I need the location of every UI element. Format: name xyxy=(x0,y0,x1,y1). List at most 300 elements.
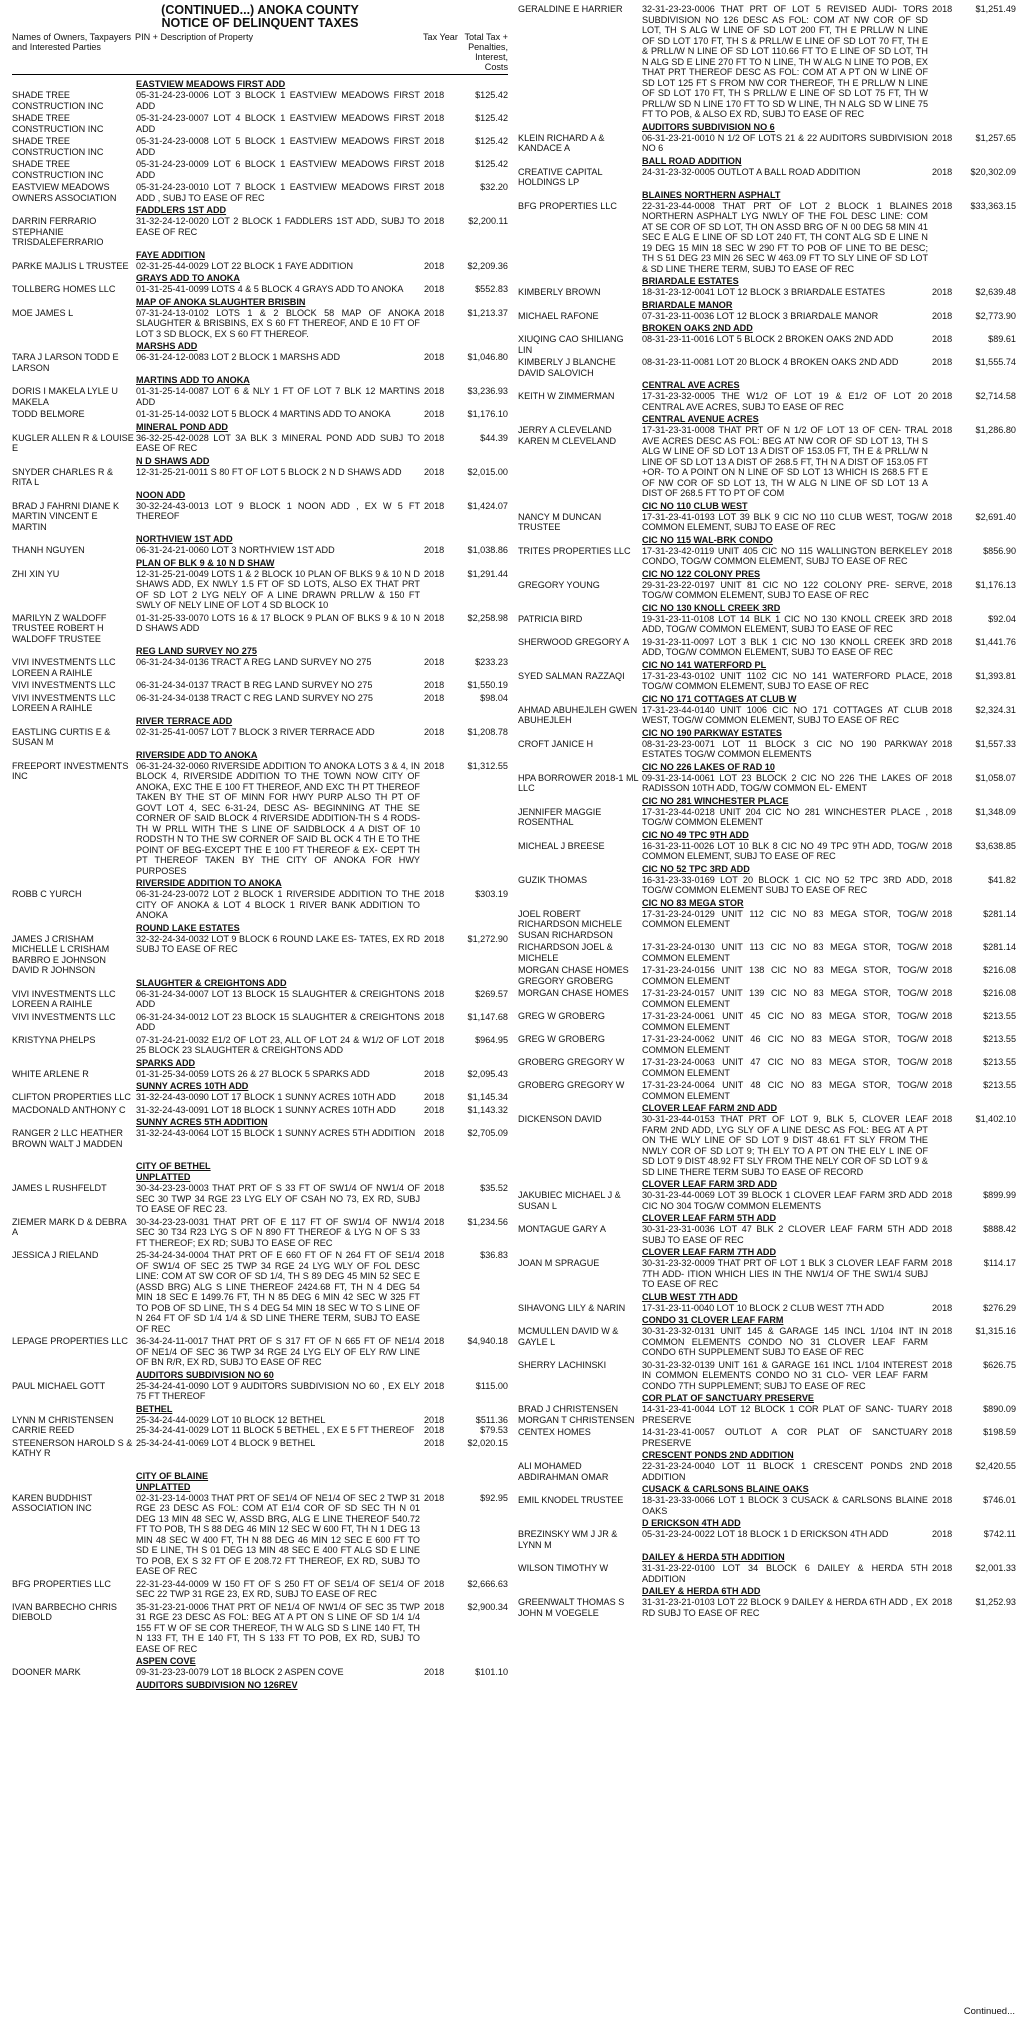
property-description: 25-34-24-44-0029 LOT 10 BLOCK 12 BETHEL 25-34-24-41-0029 LOT 11 BLOCK 5 BETHEL , EX E 5 FT THEREOF xyxy=(136,1414,415,1435)
total-due: $1,286.80 xyxy=(975,425,1016,435)
owner-name: JAMES L RUSHFELDT xyxy=(12,1183,107,1193)
subdivision-heading: AUDITORS SUBDIVISION NO 60 xyxy=(136,1369,274,1380)
owner-name: IVAN BARBECHO CHRIS DIEBOLD xyxy=(12,1601,117,1622)
parcel-entry xyxy=(12,1069,508,1080)
total-due: $2,420.55 xyxy=(975,1461,1016,1471)
owner-name: KAREN BUDDHIST ASSOCIATION INC xyxy=(12,1492,93,1513)
parcel-entry xyxy=(518,1057,1016,1078)
subdivision-heading: SUNNY ACRES 5TH ADDITION xyxy=(136,1117,268,1127)
property-description: 17-31-23-31-0008 THAT PRT OF N 1/2 OF LOT 13 OF CEN- TRAL AVE ACRES DESC AS FOL: BEG AT NW COR OF SD LOT 13, TH S ALG W LINE OF SD LOT 13 A DIST OF 153.05 FT, TH E & PRLL/W N LINE OF SD LOT 13 A DIST OF 268.5 FT, TH N A DIST OF 153.05 FT +OR- TO A POINT ON N LINE OF SD LOT 13 WHICH IS 268.5 FT E OF NW COR OF SD LOT 13, TH W ALG N LINE OF SD LOT 13 A DIST OF 268.5 FT TO PT OF COM xyxy=(642,425,928,498)
subdivision-heading: PLAN OF BLK 9 & 10 N D SHAW xyxy=(136,557,275,568)
parcel-entry xyxy=(518,580,1016,601)
owner-name: WILSON TIMOTHY W xyxy=(518,1563,609,1573)
total-due: $2,773.90 xyxy=(975,310,1016,321)
parcel-entry xyxy=(518,614,1016,635)
tax-year: 2018 xyxy=(932,1359,953,1370)
total-due: $281.14 xyxy=(983,908,1016,919)
total-due: $125.42 xyxy=(475,113,508,123)
total-due: $213.55 xyxy=(983,1080,1016,1090)
parcel-entry xyxy=(518,1303,1016,1314)
subdivision-heading: UNPLATTED xyxy=(136,1481,191,1492)
total-due: $98.04 xyxy=(480,692,508,703)
tax-year: 2018 xyxy=(424,726,445,737)
tax-year: 2018 xyxy=(424,500,445,511)
owner-name: ALI MOHAMED ABDIRAHMAN OMAR xyxy=(518,1461,609,1482)
parcel-entry xyxy=(518,1258,1016,1290)
tax-year: 2018 xyxy=(932,1190,953,1200)
tax-year: 2018 xyxy=(932,391,953,401)
total-due: $213.55 xyxy=(983,1034,1016,1044)
total-due: $1,550.19 xyxy=(467,680,508,690)
tax-year: 2018 xyxy=(424,1336,445,1346)
parcel-entry xyxy=(518,671,1016,692)
subdivision-heading: NORTHVIEW 1ST ADD xyxy=(136,534,233,544)
owner-name: VIVI INVESTMENTS LLC xyxy=(12,680,116,690)
total-due: $2,691.40 xyxy=(975,511,1016,522)
title-line-1: (CONTINUED...) ANOKA COUNTY xyxy=(161,3,359,17)
subdivision-heading: AUDITORS SUBDIVISION NO 6 xyxy=(642,121,775,132)
tax-year: 2018 xyxy=(932,636,953,647)
owner-name: BFG PROPERTIES LLC xyxy=(518,200,617,211)
total-due: $35.52 xyxy=(480,1183,508,1193)
owner-name: FREEPORT INVESTMENTS INC xyxy=(12,760,129,781)
subdivision-heading: ROUND LAKE ESTATES xyxy=(136,922,240,933)
total-due: $899.99 xyxy=(983,1190,1016,1200)
tax-year: 2018 xyxy=(424,889,445,899)
total-due: $856.90 xyxy=(983,545,1016,556)
subdivision-heading: CIC NO 130 KNOLL CREEK 3RD xyxy=(642,602,781,613)
subdivision-heading: FADDLERS 1ST ADD xyxy=(136,205,227,215)
property-description: 17-31-23-32-0005 THE W1/2 OF LOT 19 & E1/2 OF LOT 20 CENTRAL AVE ACRES, SUBJ TO EASE OF REC xyxy=(642,391,928,412)
owner-name: SHERWOOD GREGORY A xyxy=(518,636,630,647)
subdivision-heading: CIC NO 115 WAL-BRK CONDO xyxy=(642,534,773,545)
owner-name: SNYDER CHARLES R & RITA L xyxy=(12,466,114,487)
tax-year: 2018 xyxy=(932,1563,953,1573)
parcel-entry xyxy=(12,1012,508,1033)
parcel-entry xyxy=(518,391,1016,412)
property-description: 31-32-24-43-0090 LOT 17 BLOCK 1 SUNNY ACRES 10TH ADD xyxy=(136,1092,396,1102)
property-description: 22-31-23-44-0008 THAT PRT OF LOT 2 BLOCK 1 BLAINES NORTHERN ASPHALT LYG NWLY OF THE FOL DESC LINE: COM AT SE COR OF SD LOT, TH ON ASSD BRG OF N 00 DEG 58 MIN 41 SEC E ALG E LINE OF SD LOT 240 FT, TH CONT ALG SD E LINE N 19 DEG 15 MIN 18 SEC W 290 FT TO POB OF LINE TO BE DESC; TH S 51 DEG 23 MIN 26 SEC W 463.09 FT TO SLY LINE OF SD LOT & SD LINE THERE TERM, SUBJ TO EASE OF REC xyxy=(642,200,928,274)
total-due: $92.04 xyxy=(988,613,1016,624)
property-description: 02-31-25-44-0029 LOT 22 BLOCK 1 FAYE ADDITION xyxy=(136,260,354,271)
property-description: 06-31-24-34-0137 TRACT B REG LAND SURVEY NO 275 xyxy=(136,680,373,690)
owner-name: SYED SALMAN RAZZAQI xyxy=(518,670,625,681)
total-due: $216.08 xyxy=(983,988,1016,998)
total-due: $742.11 xyxy=(983,1529,1016,1539)
property-description: 30-34-23-23-0003 THAT PRT OF S 33 FT OF SW1/4 OF NW1/4 OF SEC 30 TWP 34 RGE 23 LYG ELY OF CSAH NO 73, EX RD, SUBJ TO EASE OF REC 23. xyxy=(136,1183,420,1214)
property-description: 12-31-25-21-0011 S 80 FT OF LOT 5 BLOCK 2 N D SHAWS ADD xyxy=(136,466,402,477)
parcel-entry xyxy=(518,705,1016,726)
owner-name: DICKENSON DAVID xyxy=(518,1114,602,1124)
property-description: 32-31-23-23-0006 THAT PRT OF LOT 5 REVISED AUDI- TORS SUBDIVISION NO 126 DESC AS FOL: COM AT NW COR OF SD LOT, TH S ALG W LINE OF SD LOT 200 FT, TH E PRLL/W N LINE OF SD LOT 170 FT, TH S & PRLL/W E LINE OF SD LOT 70 FT, TH E & PRLL/W N LINE OF SD LOT 110.66 FT TO E LINE OF SD LOT, TH N ALG SD E LINE 270 FT TO N LINE, TH W ALG N LINE TO POB, EX THAT PRT THEREOF DESC AS FOL: COM AT A PT ON W LINE OF SD LOT 125 FT S FROM NW COR THEREOF, TH E PRLL/W N LINE OF SD LOT 170 FT, TH S PRLL/W E LINE OF SD LOT 75 FT, TH W PRLL/W SD N LINE 170 FT TO SD W LINE, TH N ALG SD W LINE 75 FT TO POB, & ALSO EX RD, SUBJ TO EASE OF REC xyxy=(642,4,928,119)
subdivision-heading: RIVERSIDE ADDITION TO ANOKA xyxy=(136,878,282,888)
title-line-2: NOTICE OF DELINQUENT TAXES xyxy=(161,16,359,30)
owner-name: JOAN M SPRAGUE xyxy=(518,1258,600,1268)
parcel-entry xyxy=(518,965,1016,986)
tax-year: 2018 xyxy=(424,136,445,146)
total-due: $2,020.15 xyxy=(467,1437,508,1448)
tax-year: 2018 xyxy=(932,670,953,681)
total-due: $1,315.16 xyxy=(975,1326,1016,1336)
property-description: 06-31-24-34-0138 TRACT C REG LAND SURVEY NO 275 xyxy=(136,692,373,703)
owner-name: BRAD J FAHRNI DIANE K MARTIN VINCENT E MARTIN xyxy=(12,500,120,532)
tax-year: 2018 xyxy=(932,310,953,321)
parcel-entry xyxy=(518,1326,1016,1358)
tax-year: 2018 xyxy=(932,287,953,297)
subdivision-heading: RIVER TERRACE ADD xyxy=(136,715,233,726)
tax-year: 2018 xyxy=(424,1034,445,1045)
owner-name: STEENERSON HAROLD S & KATHY R xyxy=(12,1437,133,1458)
total-due: $3,236.93 xyxy=(467,386,508,396)
tax-year: 2018 xyxy=(932,874,953,885)
parcel-entry xyxy=(518,909,1016,941)
total-due: $125.42 xyxy=(475,159,508,169)
owner-name: KUGLER ALLEN R & LOUISE E xyxy=(12,432,134,453)
total-due: $276.29 xyxy=(983,1302,1016,1313)
property-description: 17-31-23-24-0156 UNIT 138 CIC NO 83 MEGA STOR, TOG/W COMMON ELEMENT xyxy=(642,965,928,986)
property-description: 08-31-23-11-0016 LOT 5 BLOCK 2 BROKEN OAKS 2ND ADD xyxy=(642,334,894,344)
property-description: 07-31-24-13-0102 LOTS 1 & 2 BLOCK 58 MAP OF ANOKA SLAUGHTER & BRISBINS, EX S 60 FT THEREOF, AND E 10 FT OF LOT 3 SD BLOCK, EX S 60 FT THEREOF. xyxy=(136,307,420,339)
property-description: 06-31-24-34-0007 LOT 13 BLOCK 15 SLAUGHTER & CREIGHTONS ADD xyxy=(136,988,420,1009)
total-due: $3,638.85 xyxy=(975,840,1016,851)
owner-name: MARILYN Z WALDOFF TRUSTEE ROBERT H WALDOFF TRUSTEE xyxy=(12,612,107,644)
tax-year: 2018 xyxy=(424,657,445,667)
tax-year: 2018 xyxy=(932,772,953,783)
total-due: $2,639.48 xyxy=(975,287,1016,297)
property-description: 17-31-23-44-0140 UNIT 1006 CIC NO 171 COTTAGES AT CLUB WEST, TOG/W COMMON ELEMENT, SUBJ TO EASE OF REC xyxy=(642,704,928,725)
tax-year: 2018 xyxy=(424,284,445,294)
subdivision-heading: FAYE ADDITION xyxy=(136,249,206,260)
total-due: $1,348.09 xyxy=(975,806,1016,817)
tax-year: 2018 xyxy=(424,1437,445,1448)
subdivision-heading: SLAUGHTER & CREIGHTONS ADD xyxy=(136,977,287,988)
total-due: $89.61 xyxy=(988,334,1016,344)
total-due: $1,312.55 xyxy=(467,760,508,771)
parcel-entry xyxy=(12,1217,508,1249)
owner-name: GROBERG GREGORY W xyxy=(518,1080,625,1090)
property-description: 36-34-24-11-0017 THAT PRT OF S 317 FT OF N 665 FT OF NE1/4 OF NE1/4 OF SEC 36 TWP 34 RGE 24 LYG ELY OF ELY R/W LINE OF BN R/R, EX RD, SUBJ TO EASE OF REC xyxy=(136,1336,420,1367)
owner-name: KIMBERLY BROWN xyxy=(518,287,601,297)
parcel-entry xyxy=(518,875,1016,896)
property-description: 25-34-24-41-0069 LOT 4 BLOCK 9 BETHEL xyxy=(136,1437,316,1448)
subdivision-heading: CIC NO 110 CLUB WEST xyxy=(642,500,748,511)
owner-name: JERRY A CLEVELAND KAREN M CLEVELAND xyxy=(518,425,617,446)
subdivision-heading: CENTRAL AVENUE ACRES xyxy=(642,414,759,424)
parcel-entry xyxy=(518,311,1016,322)
parcel-entry xyxy=(12,182,508,203)
owner-name: SHADE TREE CONSTRUCTION INC xyxy=(12,159,104,180)
property-description: 05-31-24-23-0006 LOT 3 BLOCK 1 EASTVIEW MEADOWS FIRST ADD xyxy=(136,90,420,111)
property-description: 08-31-23-23-0071 LOT 11 BLOCK 3 CIC NO 190 PARKWAY ESTATES TOG/W COMMON ELEMENTS xyxy=(642,738,928,759)
parcel-entry xyxy=(518,1114,1016,1177)
property-description: 30-31-23-32-0009 THAT PRT OF LOT 1 BLK 3 CLOVER LEAF FARM 7TH ADD- ITION WHICH LIES IN THE NW1/4 OF THE SW1/4 SUBJ TO EASE OF REC xyxy=(642,1258,928,1289)
parcel-entry xyxy=(12,989,508,1010)
parcel-entry xyxy=(518,1034,1016,1055)
tax-year: 2018 xyxy=(932,1326,953,1336)
subdivision-heading: NOON ADD xyxy=(136,489,186,500)
section-gap xyxy=(12,1461,508,1471)
parcel-entry xyxy=(12,1035,508,1056)
owner-name: ZHI XIN YU xyxy=(12,568,60,579)
parcel-entry xyxy=(518,1495,1016,1516)
total-due: $511.36 $79.53 xyxy=(475,1414,508,1435)
owner-name: GREENWALT THOMAS S JOHN M VOEGELE xyxy=(518,1597,625,1618)
owner-name: JENNIFER MAGGIE ROSENTHAL xyxy=(518,806,602,827)
owner-name: KIMBERLY J BLANCHE DAVID SALOVICH xyxy=(518,357,616,378)
parcel-entry xyxy=(518,425,1016,499)
total-due: $269.57 xyxy=(475,988,508,999)
owner-name: TARA J LARSON TODD E LARSON xyxy=(12,352,119,373)
property-description: 30-31-23-44-0069 LOT 39 BLOCK 1 CLOVER LEAF FARM 3RD ADD CIC NO 304 TOG/W COMMON ELEMENTS xyxy=(642,1190,928,1211)
total-due: $281.14 xyxy=(983,942,1016,952)
owner-name: DARRIN FERRARIO STEPHANIE TRISDALEFERRARIO xyxy=(12,216,104,247)
owner-name: GREGORY YOUNG xyxy=(518,579,600,590)
total-due: $2,095.43 xyxy=(467,1068,508,1079)
tax-year: 2018 xyxy=(932,1224,953,1234)
parcel-entry xyxy=(12,1415,508,1436)
property-description: 19-31-23-11-0108 LOT 14 BLK 1 CIC NO 130 KNOLL CREEK 3RD ADD, TOG/W COMMON ELEMENT, SUBJ TO EASE OF REC xyxy=(642,613,928,634)
total-due: $198.59 xyxy=(983,1427,1016,1437)
parcel-entry xyxy=(12,1250,508,1334)
total-due: $213.55 xyxy=(983,1011,1016,1021)
tax-year: 2018 xyxy=(932,1258,953,1268)
parcel-entry xyxy=(518,841,1016,862)
subdivision-heading: CLOVER LEAF FARM 3RD ADD xyxy=(642,1179,778,1189)
owner-name: KLEIN RICHARD A & KANDACE A xyxy=(518,132,605,153)
tax-year: 2018 xyxy=(424,260,445,271)
subdivision-heading: CRESCENT PONDS 2ND ADDITION xyxy=(642,1450,794,1460)
tax-year: 2018 xyxy=(932,357,953,367)
tax-year: 2018 xyxy=(932,738,953,749)
parcel-entry xyxy=(12,1092,508,1103)
total-due: $216.08 xyxy=(983,965,1016,975)
owner-name: JOEL ROBERT RICHARDSON MICHELE SUSAN RICHARDSON xyxy=(518,908,623,940)
subdivision-heading: CIC NO 122 COLONY PRES xyxy=(642,568,761,579)
total-due: $2,001.33 xyxy=(975,1563,1016,1573)
total-due: $2,900.34 xyxy=(467,1601,508,1612)
parcel-entry xyxy=(12,90,508,111)
subdivision-heading: CIC NO 281 WINCHESTER PLACE xyxy=(642,795,789,806)
property-description: 17-31-23-24-0063 UNIT 47 CIC NO 83 MEGA STOR, TOG/W COMMON ELEMENT xyxy=(642,1057,928,1078)
property-description: 02-31-25-41-0057 LOT 7 BLOCK 3 RIVER TERRACE ADD xyxy=(136,726,375,737)
owner-name: LEPAGE PROPERTIES LLC xyxy=(12,1336,128,1346)
total-due: $4,940.18 xyxy=(467,1336,508,1346)
subdivision-heading: CENTRAL AVE ACRES xyxy=(642,380,740,390)
owner-name: MONTAGUE GARY A xyxy=(518,1224,606,1234)
subdivision-heading: REG LAND SURVEY NO 275 xyxy=(136,646,257,656)
tax-year: 2018 xyxy=(932,806,953,817)
right-column xyxy=(518,4,1016,1620)
property-description: 12-31-25-21-0049 LOTS 1 & 2 BLOCK 10 PLAN OF BLKS 9 & 10 N D SHAWS ADD, EX NWLY 1.5 FT OF SD LOTS, ALSO EX THAT PRT OF SD LOT 2 LYG NELY OF A LINE DRAWN PRLL/W & 150 FT SWLY OF NELY LINE OF LOT 4 SD BLOCK 10 xyxy=(136,568,420,610)
total-due: $552.83 xyxy=(475,284,508,294)
parcel-entry xyxy=(518,1427,1016,1448)
property-description: 30-31-23-31-0036 LOT 47 BLK 2 CLOVER LEAF FARM 5TH ADD SUBJ TO EASE OF REC xyxy=(642,1224,928,1245)
tax-year: 2018 xyxy=(932,545,953,556)
total-due: $1,046.80 xyxy=(467,352,508,362)
total-due: $1,251.49 xyxy=(975,4,1016,14)
subdivision-heading: UNPLATTED xyxy=(136,1172,191,1182)
property-description: 17-31-23-24-0130 UNIT 113 CIC NO 83 MEGA STOR, TOG/W COMMON ELEMENT xyxy=(642,942,928,963)
owner-name: MACDONALD ANTHONY C xyxy=(12,1104,126,1115)
owner-name: NANCY M DUNCAN TRUSTEE xyxy=(518,511,602,532)
subdivision-heading: GRAYS ADD TO ANOKA xyxy=(136,273,240,283)
total-due: $1,402.10 xyxy=(975,1114,1016,1124)
total-due: $213.55 xyxy=(983,1057,1016,1067)
total-due: $101.10 xyxy=(475,1667,508,1677)
owner-name: JESSICA J RIELAND xyxy=(12,1250,99,1260)
parcel-entry xyxy=(518,1011,1016,1032)
property-description: 22-31-23-24-0040 LOT 11 BLOCK 1 CRESCENT PONDS 2ND ADDITION xyxy=(642,1461,928,1482)
tax-year: 2018 xyxy=(424,692,445,703)
tax-year: 2018 xyxy=(932,1495,953,1505)
property-description: 06-31-24-32-0060 RIVERSIDE ADDITION TO ANOKA LOTS 3 & 4, IN BLOCK 4, RIVERSIDE ADDITION TO THE TOWN NOW CITY OF ANOKA, EXC THE E 100 FT THEREOF, AND EXC TH PT THEREOF TAKEN BY THE ST OF MINN FOR HWY PURP ALSO TH PT OF GOVT LOT 4, SEC 6-31-24, DESC AS- BEGINNING AT THE SE CORNER OF SAID BLOCK 4 RIVERSIDE ADDITION-TH S 4 RODS-TH W PRLL WITH THE S LINE OF SAIDBLOCK 4 A DIST OF 10 RODSTH N TO THE SW CORNER OF SAID BL OCK 4 TH E TO THE POINT OF BEG-EXCEPT THE E 100 FT THEREOF & EX- CEPT TH PT THEREOF TAKEN BY THE CITY OF ANOKA FOR HWY PURPOSES xyxy=(136,760,420,876)
total-due: $626.75 xyxy=(983,1359,1016,1370)
tax-year: 2018 2018 xyxy=(424,1414,445,1435)
property-description: 36-32-25-42-0028 LOT 3A BLK 3 MINERAL POND ADD SUBJ TO EASE OF REC xyxy=(136,432,420,453)
tax-year: 2018 xyxy=(424,933,445,944)
property-description: 14-31-23-41-0044 LOT 12 BLOCK 1 COR PLAT OF SANC- TUARY PRESERVE xyxy=(642,1404,928,1425)
tax-year: 2018 xyxy=(932,132,953,143)
tax-year: 2018 xyxy=(424,988,445,999)
total-due: $33,363.15 xyxy=(970,200,1016,211)
tax-year: 2018 xyxy=(424,90,445,100)
owner-name: RICHARDSON JOEL & MICHELE xyxy=(518,942,613,963)
subdivision-heading: BLAINES NORTHERN ASPHALT xyxy=(642,189,781,200)
parcel-entry xyxy=(12,569,508,611)
tax-year: 2018 xyxy=(424,432,445,443)
property-description: 02-31-23-14-0003 THAT PRT OF SE1/4 OF NE1/4 OF SEC 2 TWP 31 RGE 23 DESC AS FOL: COM AT E1/4 COR OF SD SEC TH N 01 DEG 13 MIN 48 SEC W, ASSD BRG, ALG E LINE THEREOF 540.72 FT TO POB, TH S 88 DEG 46 MIN 12 SEC W 600 FT, TH N 1 DEG 13 MIN 48 SEC W 400 FT, TH N 88 DEG 46 MIN 12 SEC E 600 FT TO SD E LINE, TH S 01 DEG 13 MIN 48 SEC E 400 FT ALG SD E LINE TO POB, EX S 32 FT OF E 208.72 FT THEREOF, EX RD, SUBJ TO EASE OF REC xyxy=(136,1492,420,1576)
parcel-entry xyxy=(12,1183,508,1215)
owner-name: PARKE MAJLIS L TRUSTEE xyxy=(12,260,129,271)
total-due: $233.23 xyxy=(475,657,508,667)
subdivision-heading: DAILEY & HERDA 6TH ADD xyxy=(642,1586,761,1596)
subdivision-heading: CLUB WEST 7TH ADD xyxy=(642,1291,738,1302)
owner-name: MORGAN CHASE HOMES xyxy=(518,988,629,998)
parcel-entry xyxy=(12,680,508,691)
owner-name: CLIFTON PROPERTIES LLC xyxy=(12,1092,131,1102)
total-due: $746.01 xyxy=(983,1495,1016,1505)
tax-year: 2018 xyxy=(424,466,445,477)
owner-name: SIHAVONG LILY & NARIN xyxy=(518,1302,626,1313)
owner-name: KRISTYNA PHELPS xyxy=(12,1034,96,1045)
owner-name: LYNN M CHRISTENSEN CARRIE REED xyxy=(12,1414,114,1435)
property-description: 18-31-23-12-0041 LOT 12 BLOCK 3 BRIARDALE ESTATES xyxy=(642,287,886,297)
owner-name: BRAD J CHRISTENSEN MORGAN T CHRISTENSEN xyxy=(518,1404,635,1425)
subdivision-heading: CIC NO 52 TPC 3RD ADD xyxy=(642,863,750,874)
subdivision-heading: AUDITORS SUBDIVISION NO 126REV xyxy=(136,1679,298,1690)
property-description: 01-31-25-34-0059 LOTS 26 & 27 BLOCK 5 SPARKS ADD xyxy=(136,1068,370,1079)
tax-year: 2018 xyxy=(424,409,445,419)
parcel-entry xyxy=(518,1080,1016,1101)
owner-name: VIVI INVESTMENTS LLC LOREEN A RAIHLE xyxy=(12,657,116,678)
tax-year: 2018 xyxy=(424,680,445,690)
property-description: 01-31-25-14-0087 LOT 6 & NLY 1 FT OF LOT 7 BLK 12 MARTINS ADD xyxy=(136,386,420,407)
tax-year: 2018 xyxy=(932,1404,953,1414)
parcel-entry xyxy=(12,433,508,454)
property-description: 09-31-23-14-0061 LOT 23 BLOCK 2 CIC NO 226 THE LAKES OF RADISSON 10TH ADD, TOG/W COMMON EL- EMENT xyxy=(642,772,928,793)
tax-year: 2018 xyxy=(424,1578,445,1589)
owner-name: RANGER 2 LLC HEATHER BROWN WALT J MADDEN xyxy=(12,1128,124,1149)
property-description: 01-31-25-41-0099 LOTS 4 & 5 BLOCK 4 GRAYS ADD TO ANOKA xyxy=(136,284,404,294)
parcel-entry xyxy=(518,357,1016,378)
parcel-entry xyxy=(12,1438,508,1459)
subdivision-heading: D ERICKSON 4TH ADD xyxy=(642,1518,741,1528)
parcel-entry xyxy=(518,167,1016,188)
owner-name: TODD BELMORE xyxy=(12,409,85,419)
property-description: 17-31-23-24-0062 UNIT 46 CIC NO 83 MEGA STOR, TOG/W COMMON ELEMENT xyxy=(642,1034,928,1055)
total-due: $1,038.86 xyxy=(467,545,508,555)
property-description: 17-31-23-41-0193 LOT 39 BLK 9 CIC NO 110 CLUB WEST, TOG/W COMMON ELEMENT, SUBJ TO EASE OF REC xyxy=(642,511,928,532)
property-description: 17-31-23-24-0157 UNIT 139 CIC NO 83 MEGA STOR, TOG/W COMMON ELEMENT xyxy=(642,988,928,1009)
parcel-entry xyxy=(12,216,508,248)
property-description: 17-31-23-11-0040 LOT 10 BLOCK 2 CLUB WEST 7TH ADD xyxy=(642,1302,885,1313)
tax-year: 2018 xyxy=(424,1104,445,1115)
property-description: 06-31-23-21-0010 N 1/2 OF LOTS 21 & 22 AUDITORS SUBDIVISION NO 6 xyxy=(642,132,928,153)
property-description: 18-31-23-33-0066 LOT 1 BLOCK 3 CUSACK & CARLSONS BLAINE OAKS xyxy=(642,1495,928,1516)
tax-year: 2018 xyxy=(424,113,445,123)
owner-name: GERALDINE E HARRIER xyxy=(518,4,623,14)
property-description: 07-31-23-11-0036 LOT 12 BLOCK 3 BRIARDALE MANOR xyxy=(642,310,879,321)
parcel-entry xyxy=(518,1597,1016,1618)
owner-name: DOONER MARK xyxy=(12,1667,81,1677)
property-description: 30-31-23-44-0153 THAT PRT OF LOT 9, BLK 5, CLOVER LEAF FARM 2ND ADD, LYG SLY OF A LINE DESC AS FOL: BEG AT A PT ON THE WLY LINE OF SD LOT 9 DIST 48.61 FT SLY FROM THE NWLY COR OF SD LOT 9; TH ELY TO A PT ON THE ELY L INE OF SD LOT 9 DIST 48.92 FT SLY FROM THE NELY COR OF SD LOT 9 & SD LINE THERE TERM SUBJ TO EASE OF RECORD xyxy=(642,1114,928,1177)
tax-year: 2018 xyxy=(932,1057,953,1067)
property-description: 06-31-24-21-0060 LOT 3 NORTHVIEW 1ST ADD xyxy=(136,545,335,555)
subdivision-heading: BROKEN OAKS 2ND ADD xyxy=(642,323,753,333)
property-description: 31-32-24-12-0020 LOT 2 BLOCK 1 FADDLERS 1ST ADD, SUBJ TO EASE OF REC xyxy=(136,216,420,237)
tax-year: 2018 xyxy=(424,1492,445,1503)
parcel-entry xyxy=(518,1224,1016,1245)
tax-year: 2018 xyxy=(424,612,445,623)
parcel-entry xyxy=(12,1128,508,1149)
parcel-entry xyxy=(12,934,508,976)
owner-name: GROBERG GREGORY W xyxy=(518,1057,625,1067)
total-due: $890.09 xyxy=(983,1404,1016,1414)
parcel-entry xyxy=(12,693,508,714)
parcel-entry xyxy=(518,637,1016,658)
parcel-entry xyxy=(518,1529,1016,1550)
tax-year: 2018 xyxy=(932,908,953,919)
subdivision-heading: CIC NO 171 COTTAGES AT CLUB W xyxy=(642,693,797,704)
property-description: 05-31-23-24-0022 LOT 18 BLOCK 1 D ERICKSON 4TH ADD xyxy=(642,1529,889,1539)
subdivision-heading: CLOVER LEAF FARM 5TH ADD xyxy=(642,1213,777,1223)
parcel-entry xyxy=(12,159,508,180)
tax-year: 2018 xyxy=(424,1667,445,1677)
tax-year: 2018 xyxy=(932,1011,953,1021)
tax-year: 2018 xyxy=(932,1427,953,1437)
tax-year: 2018 xyxy=(932,1034,953,1044)
total-due: $1,058.07 xyxy=(975,772,1016,783)
owner-name: KEITH W ZIMMERMAN xyxy=(518,391,615,401)
section-gap xyxy=(12,1151,508,1161)
total-due: $1,208.78 xyxy=(467,726,508,737)
property-description: 17-31-23-24-0064 UNIT 48 CIC NO 83 MEGA STOR, TOG/W COMMON ELEMENT xyxy=(642,1080,928,1101)
parcel-entry xyxy=(518,287,1016,298)
parcel-entry xyxy=(12,1493,508,1577)
total-due: $2,666.63 xyxy=(467,1578,508,1589)
continued-note: Continued... xyxy=(963,2005,1015,2017)
parcel-entry xyxy=(518,1563,1016,1584)
property-description: 05-31-24-23-0007 LOT 4 BLOCK 1 EASTVIEW MEADOWS FIRST ADD xyxy=(136,113,420,134)
tax-year: 2018 xyxy=(932,425,953,435)
tax-year: 2018 xyxy=(424,159,445,169)
tax-year: 2018 xyxy=(932,579,953,590)
owner-name: GUZIK THOMAS xyxy=(518,874,588,885)
owner-name: TOLLBERG HOMES LLC xyxy=(12,284,116,294)
property-description: 17-31-23-43-0102 UNIT 1102 CIC NO 141 WATERFORD PLACE, TOG/W COMMON ELEMENT, SUBJ TO EASE OF REC xyxy=(642,670,928,691)
property-description: 08-31-23-11-0081 LOT 20 BLOCK 4 BROKEN OAKS 2ND ADD xyxy=(642,357,899,367)
property-description: 30-34-23-23-0031 THAT PRT OF E 117 FT OF SW1/4 OF NW1/4 SEC 30 T34 R23 LYG S OF N 890 FT THEREOF & LYG N OF S 33 FT THEREOF; EX RD; SUBJ TO EASE OF REC xyxy=(136,1216,420,1248)
